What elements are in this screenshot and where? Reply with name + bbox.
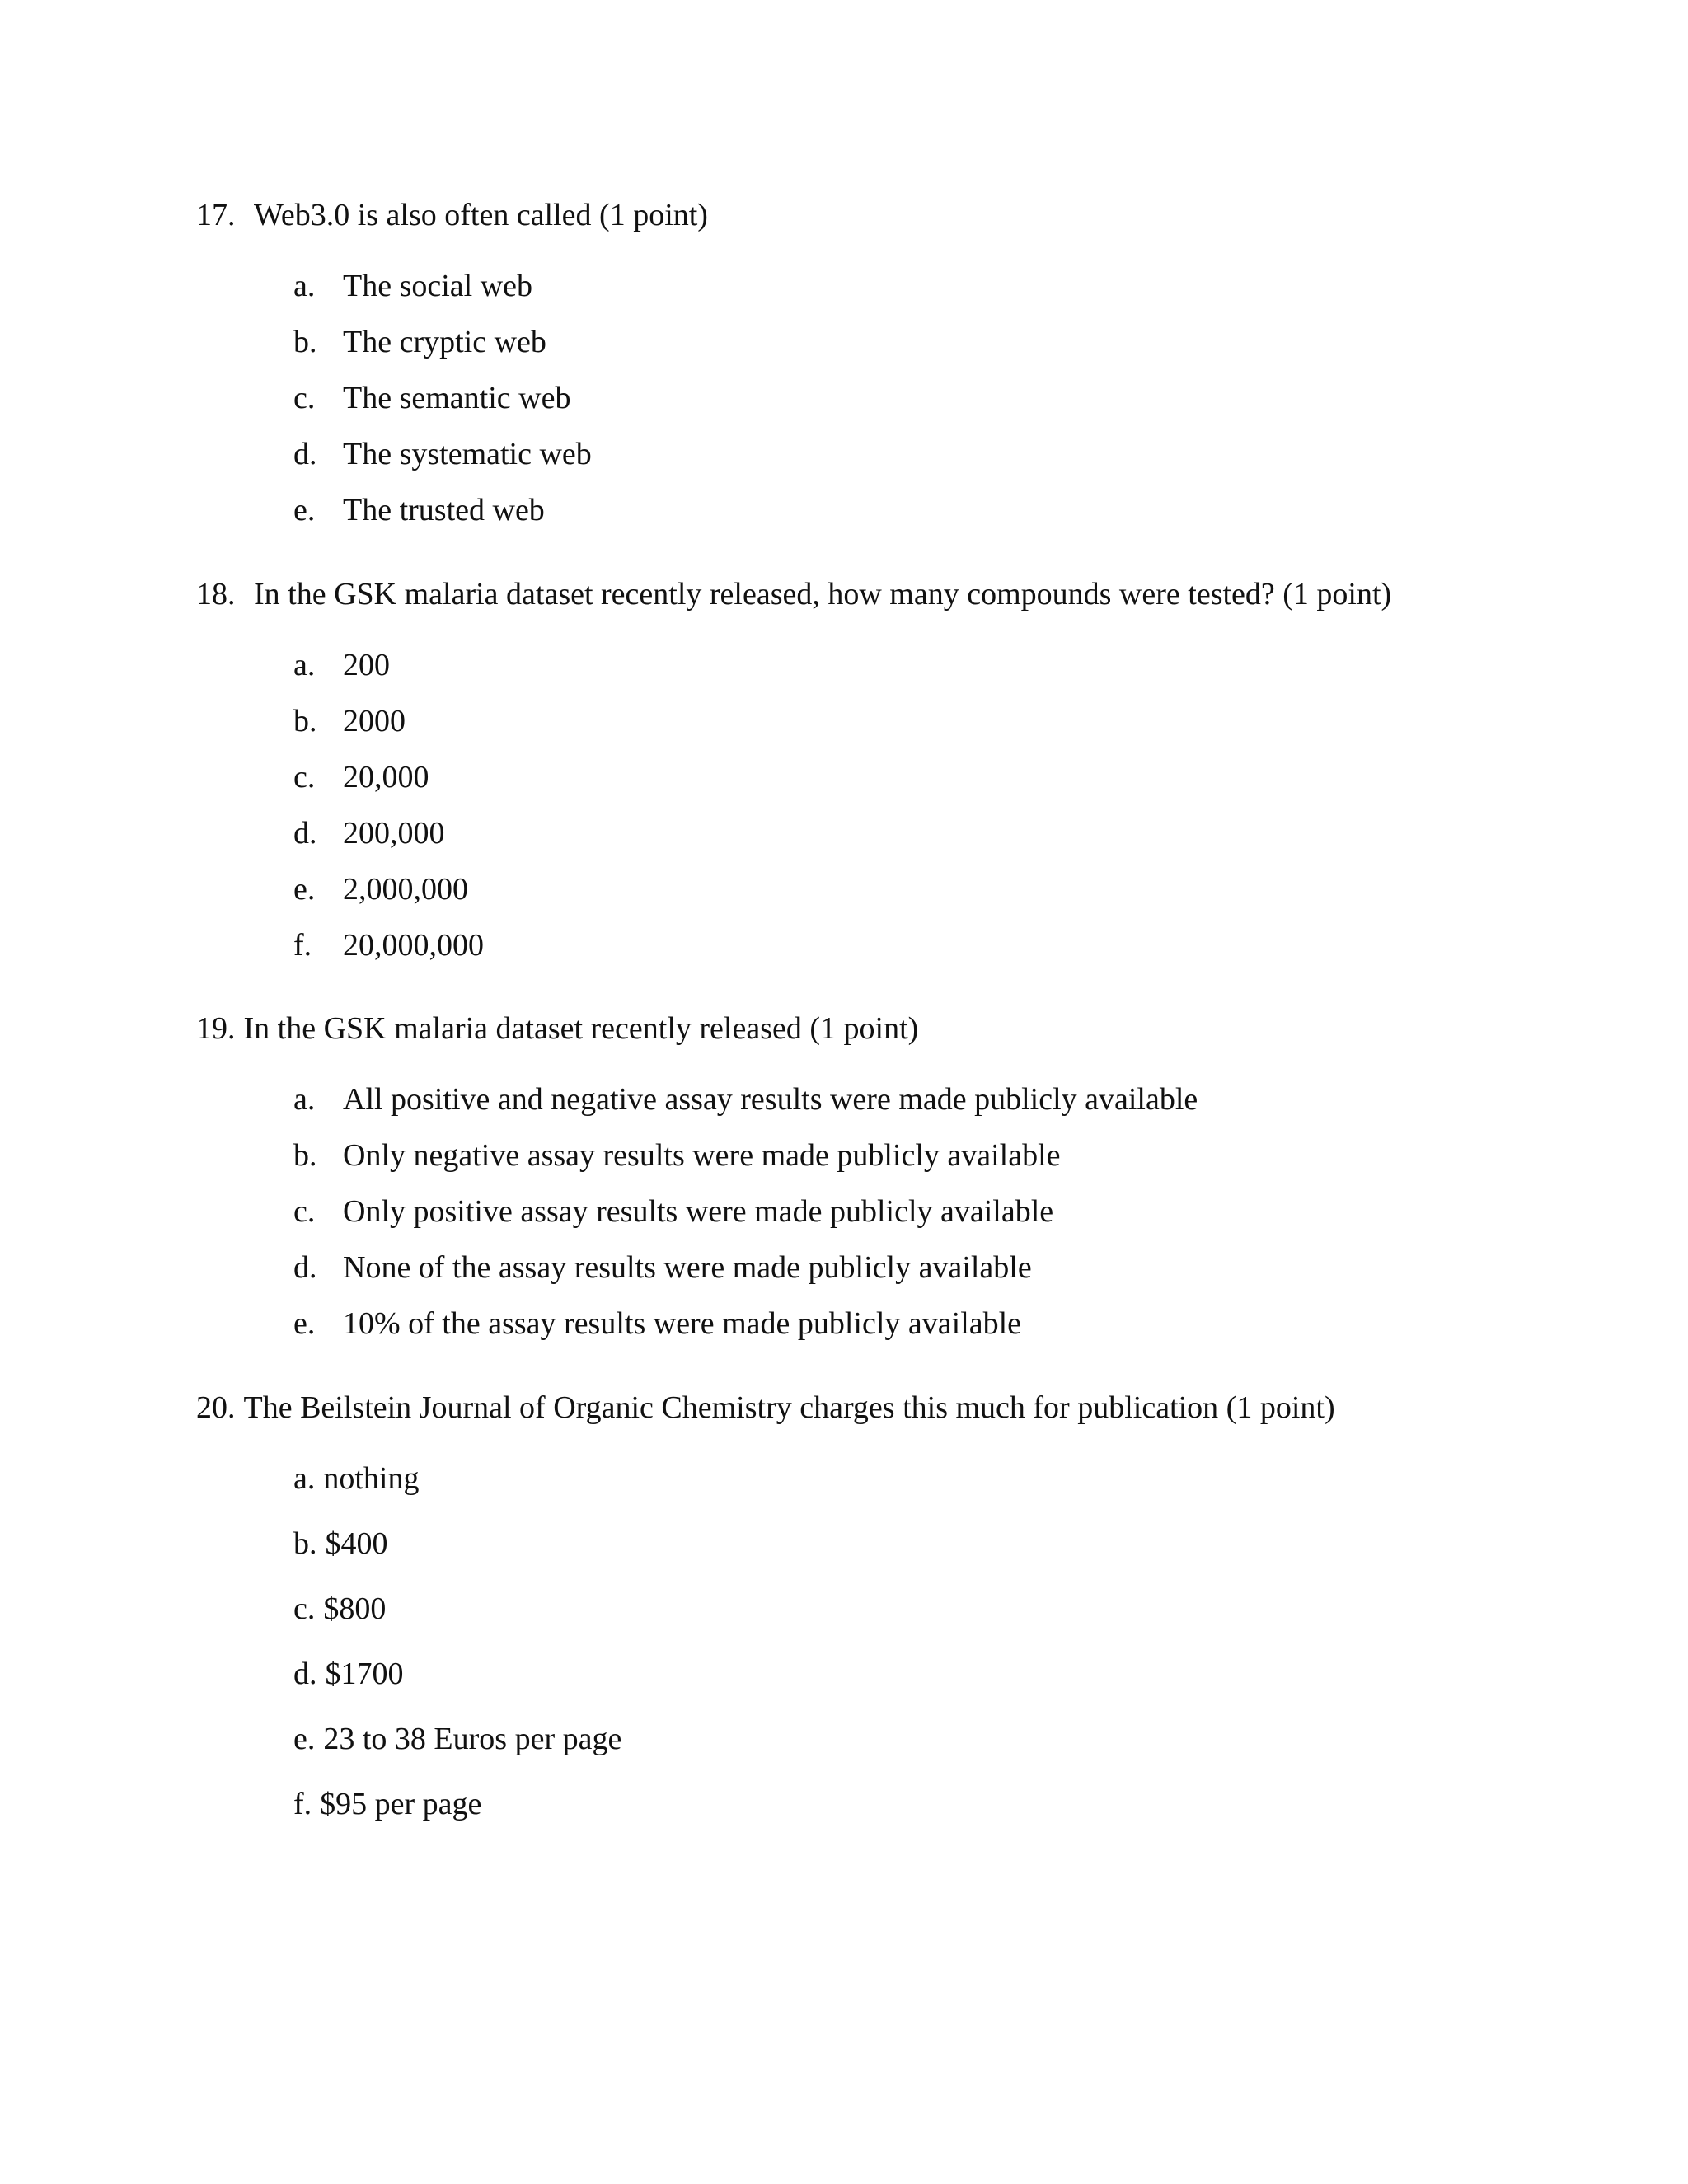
question-number: 19. — [196, 1011, 236, 1046]
question-title — [196, 1389, 1597, 1427]
option-d: d. The systematic web — [293, 437, 592, 471]
option-a: a. The social web — [293, 269, 533, 303]
option-b: b. 2000 — [293, 704, 406, 738]
question-number: 20. — [196, 1390, 236, 1425]
question-title — [196, 196, 1597, 234]
option-e: e. 23 to 38 Euros per page — [293, 1722, 622, 1756]
option-e: e. 10% of the assay results were made publicly available — [293, 1306, 1022, 1341]
question-text: In the GSK malaria dataset recently released, how many compounds were tested? (1 point) — [254, 577, 1392, 612]
question-20 — [196, 1389, 1597, 1821]
option-b: b. $400 — [293, 1526, 388, 1561]
option-a: a. 200 — [293, 648, 390, 682]
option-c: c. 20,000 — [293, 760, 429, 794]
question-title — [196, 575, 1597, 613]
option-c: c. $800 — [293, 1591, 387, 1626]
option-a: a. All positive and negative assay results were made publicly available — [293, 1082, 1198, 1117]
option-e: e. 2,000,000 — [293, 872, 468, 907]
question-text: In the GSK malaria dataset recently released (1 point) — [243, 1011, 919, 1046]
question-text: Web3.0 is also often called (1 point) — [254, 198, 708, 232]
question-title — [196, 1010, 1597, 1047]
option-d: d. $1700 — [293, 1657, 404, 1691]
question-18 — [196, 575, 1597, 963]
option-b: b. The cryptic web — [293, 325, 546, 359]
option-d: d. None of the assay results were made publicly available — [293, 1250, 1032, 1285]
option-f: f. 20,000,000 — [293, 928, 484, 963]
option-d: d. 200,000 — [293, 816, 445, 851]
option-c: c. Only positive assay results were made publicly available — [293, 1194, 1054, 1229]
question-number: 17. — [196, 198, 236, 232]
option-f: f. $95 per page — [293, 1787, 482, 1821]
option-a: a. nothing — [293, 1461, 420, 1496]
option-c: c. The semantic web — [293, 381, 571, 415]
option-e: e. The trusted web — [293, 493, 545, 527]
question-19 — [196, 1010, 1597, 1341]
option-b: b. Only negative assay results were made publicly available — [293, 1138, 1061, 1173]
question-17 — [196, 196, 1597, 527]
question-number: 18. — [196, 577, 236, 612]
question-text: The Beilstein Journal of Organic Chemistry charges this much for publication (1 point) — [243, 1390, 1335, 1425]
